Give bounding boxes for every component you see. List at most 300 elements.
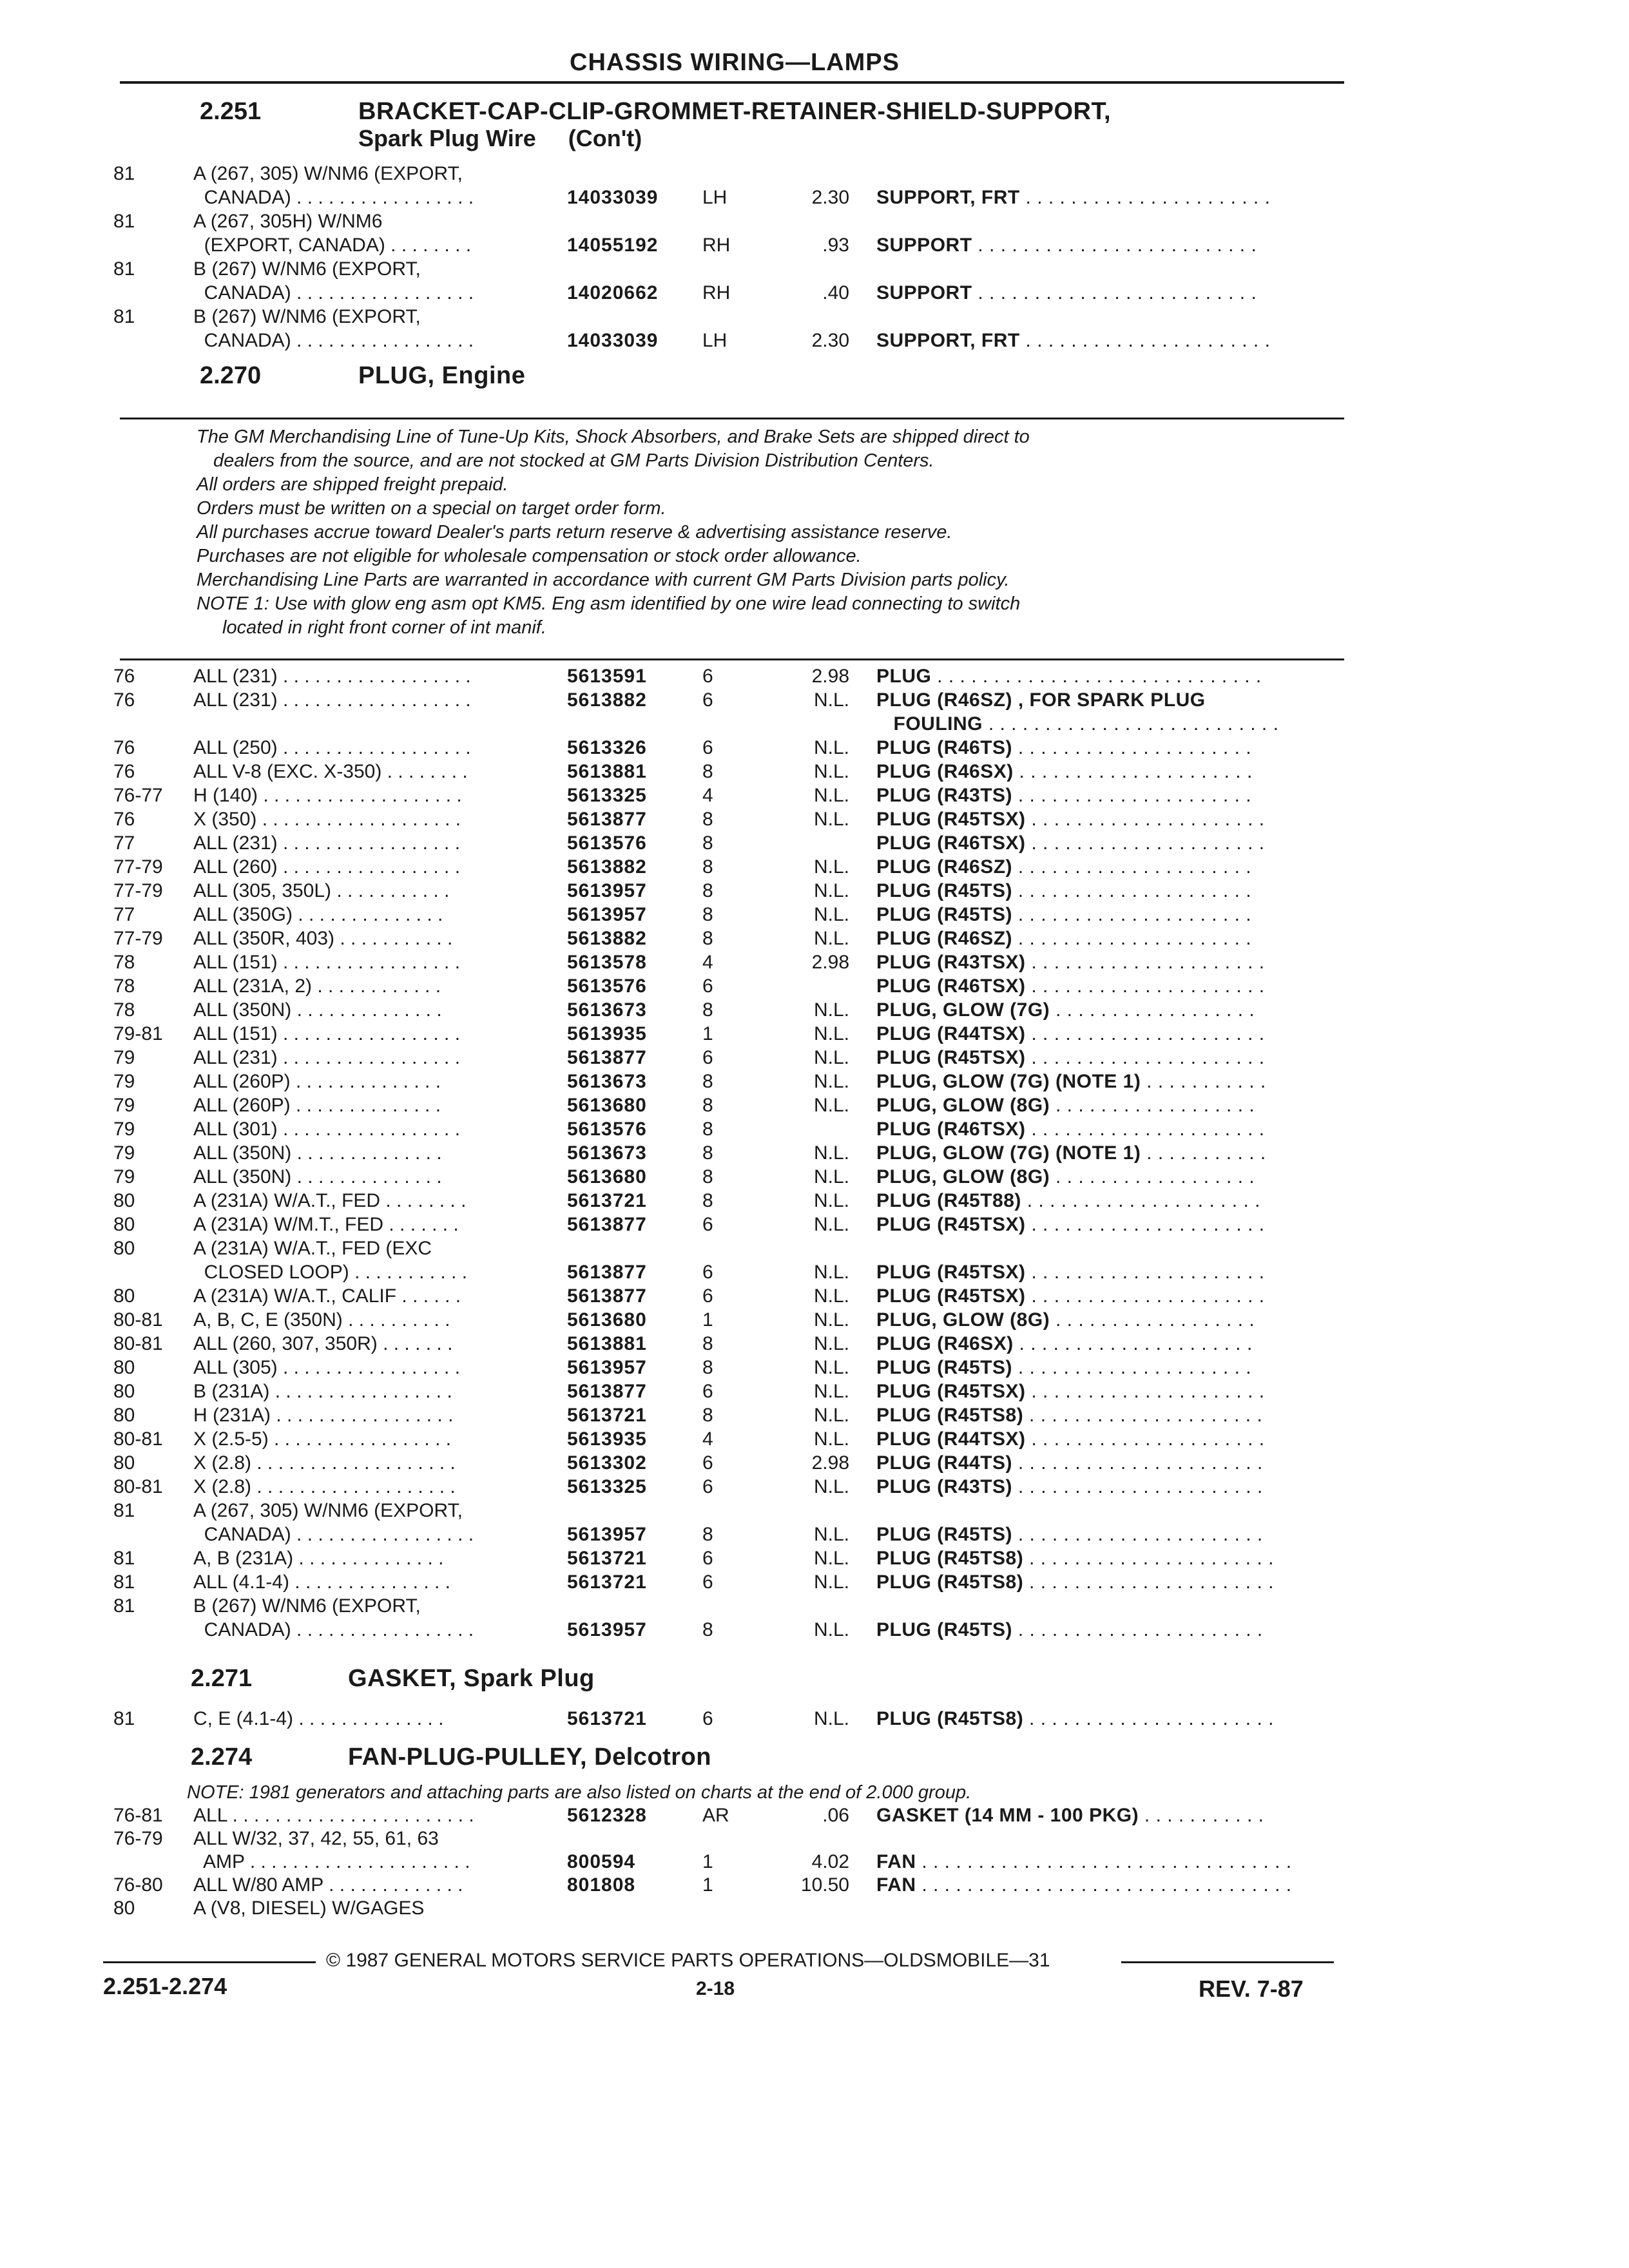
notes-top-rule [120,418,1344,419]
table-row [0,974,1629,999]
row-price: N.L. [813,856,849,878]
row-application: ALL (350G) . . . . . . . . . . . . . . [193,904,443,925]
row-description [876,1331,1253,1357]
row-year: 80-81 [113,1333,163,1354]
row-year: 81 [113,1708,135,1729]
table-row [0,1474,1629,1500]
row-description [876,1803,1264,1829]
table-row [0,1260,1629,1285]
row-description [876,280,1257,306]
row-part-number: 5612328 [567,1805,647,1826]
row-description-text: PLUG (R43TS) [876,785,1013,806]
row-leader-dots: . . . . . . . . . . . . . . . . . . . . . . [1019,330,1271,351]
row-application: ALL (260P) . . . . . . . . . . . . . . [193,1095,441,1116]
row-leader-dots: . . . . . . . . . . . . . . . . . . . . . [1021,1190,1260,1211]
row-description-text: FAN [876,1851,916,1872]
row-leader-dots: . . . . . . . . . . . [1141,1071,1266,1092]
row-leader-dots: . . . . . . . . . . . . . . . . . . [1050,999,1255,1021]
row-part-number: 5613325 [567,785,647,806]
row-description-text: GASKET (14 MM - 100 PKG) [876,1805,1139,1826]
row-application: ALL V-8 (EXC. X-350) . . . . . . . . [193,761,468,782]
row-part-number: 5613680 [567,1166,647,1187]
row-leader-dots: . . . . . . . . . . . . . . . . . . . . . [1012,785,1252,806]
row-year: 80-81 [113,1476,163,1497]
row-year: 80 [113,1357,135,1378]
row-part-number: 5613673 [567,1071,647,1092]
row-description-text: PLUG (R44TSX) [876,1428,1026,1450]
merchandising-notes [197,425,1369,640]
row-description [876,1706,1274,1732]
row-description-text: PLUG (R45TS8) [876,1405,1024,1426]
row-application: ALL (231A, 2) . . . . . . . . . . . . [193,975,441,997]
row-price: N.L. [813,1405,849,1426]
page-title: CHASSIS WIRING—LAMPS [570,49,900,76]
row-year: 80 [113,1238,135,1259]
row-description-text: PLUG (R44TS) [876,1452,1013,1474]
row-part-number: 5613877 [567,1262,647,1283]
row-application: X (2.8) . . . . . . . . . . . . . . . . . . . [193,1452,456,1474]
row-year: 79 [113,1142,135,1164]
table-row [0,1872,1629,1898]
row-description-text: PLUG, GLOW (8G) [876,1095,1050,1116]
row-part-number: 5613957 [567,1357,647,1378]
row-description-text: PLUG (R45TS) [876,1524,1013,1545]
row-year: 78 [113,952,135,973]
row-quantity: 6 [702,1214,713,1235]
row-application: X (2.8) . . . . . . . . . . . . . . . . . . . [193,1476,456,1497]
row-price: N.L. [813,1309,849,1331]
row-application: ALL (231) . . . . . . . . . . . . . . . . . . [193,689,471,711]
row-description-text: FAN [876,1874,916,1896]
row-quantity: 8 [702,904,713,925]
row-part-number: 5613680 [567,1095,647,1116]
row-part-number: 5613326 [567,737,647,758]
row-part-number: 14020662 [567,282,659,303]
section-title-2274: FAN-PLUG-PULLEY, Delcotron [348,1744,712,1771]
table-row [0,1379,1629,1405]
row-description-text: PLUG (R45TSX) [876,1381,1026,1402]
row-description-text: PLUG (R45TSX) [876,809,1026,830]
row-description-text: PLUG, GLOW (8G) [876,1166,1050,1187]
row-leader-dots: . . . . . . . . . . . [1139,1805,1264,1826]
row-price: .93 [822,235,849,256]
table-row [0,1140,1629,1166]
row-quantity: LH [702,187,728,208]
row-application: ALL (260P) . . . . . . . . . . . . . . [193,1071,441,1092]
row-leader-dots: . . . . . . . . . . . . . . . . . . . . . . . . . . [983,713,1279,735]
row-leader-dots: . . . . . . . . . . . . . . . . . . . . . [1025,1381,1265,1402]
row-price: 10.50 [800,1874,849,1896]
row-year: 76-81 [113,1805,163,1826]
table-row [0,328,1629,354]
row-quantity: 6 [702,1708,713,1729]
fan-note: NOTE: 1981 generators and attaching parts are also listed on charts at the end of 2.000 group. [187,1782,972,1803]
table-row [0,783,1629,809]
table-row [0,1021,1629,1047]
row-description-text: PLUG (R46SX) [876,1333,1014,1354]
row-leader-dots: . . . . . . . . . . . . . . . . . . . . . [1012,737,1252,758]
row-leader-dots: . . . . . . . . . . . . . . . . . . . . . [1025,1285,1265,1307]
row-description-text: PLUG (R46SX) [876,761,1014,782]
table-row [0,1236,1629,1262]
row-application: A, B, C, E (350N) . . . . . . . . . . [193,1309,450,1331]
table-row [0,1803,1629,1829]
row-leader-dots: . . . . . . . . . . . . . . . . . . . . . . . . . [972,282,1257,303]
row-description [876,1307,1255,1333]
row-description [876,1188,1260,1214]
footer-page-number: 2-18 [696,1978,735,1999]
row-leader-dots: . . . . . . . . . . . . . . . . . . . . . . . . . . . . . . . . . [916,1874,1292,1896]
row-description [876,1260,1265,1285]
row-application: ALL (305) . . . . . . . . . . . . . . . . . [193,1357,461,1378]
row-description-text: PLUG (R46TSX) [876,975,1026,997]
row-year: 78 [113,999,135,1021]
row-leader-dots: . . . . . . . . . . . . . . . . . . . . . [1025,1214,1265,1235]
row-part-number: 14055192 [567,235,659,256]
row-leader-dots: . . . . . . . . . . . . . . . . . . . . . [1025,809,1265,830]
row-leader-dots: . . . . . . . . . . . . . . . . . . . . . . [1012,1452,1263,1474]
table-row [0,1706,1629,1732]
row-application: ALL (305, 350L) . . . . . . . . . . . [193,880,450,901]
row-leader-dots: . . . . . . . . . . . . . . . . . . . . . [1025,1428,1265,1450]
row-description [876,807,1265,832]
row-application: ALL W/80 AMP . . . . . . . . . . . . . [193,1874,463,1896]
row-description [876,1849,1292,1875]
row-price: N.L. [813,1023,849,1044]
row-year: 76 [113,666,135,687]
note-line: The GM Merchandising Line of Tune-Up Kits, Shock Absorbers, and Brake Sets are shipped direct to [197,427,1030,447]
row-leader-dots: . . . . . . . . . . . . . . . . . . . . . . . . . [972,235,1257,256]
row-application: A (231A) W/A.T., FED (EXC [193,1238,432,1259]
row-description-text: PLUG, GLOW (7G) (NOTE 1) [876,1142,1141,1164]
row-leader-dots: . . . . . . . . . . . . . . . . . . . . . [1012,1357,1252,1378]
row-description-text: SUPPORT, FRT [876,187,1020,208]
row-year: 77 [113,832,135,854]
row-part-number: 5613957 [567,880,647,901]
table-row [0,1826,1629,1852]
row-leader-dots: . . . . . . . . . . . . . . . . . . . . . [1023,1405,1263,1426]
table-row [0,161,1629,187]
table-row [0,185,1629,211]
row-leader-dots: . . . . . . . . . . . . . . . . . . . . . [1025,952,1265,973]
row-price: N.L. [813,1190,849,1211]
row-part-number: 5613882 [567,928,647,949]
row-part-number: 5613576 [567,1119,647,1140]
row-application: ALL (151) . . . . . . . . . . . . . . . . . [193,1023,461,1044]
table-row [0,1164,1629,1190]
row-description-text: SUPPORT [876,282,972,303]
section-title-2251: BRACKET-CAP-CLIP-GROMMET-RETAINER-SHIELD-SUPPORT, [358,98,1112,125]
table-row [0,304,1629,330]
row-description-text: PLUG (R46SZ) [876,856,1013,878]
row-price: 2.98 [811,952,849,973]
row-leader-dots: . . . . . . . . . . . . . . . . . . . . . [1025,1047,1265,1068]
row-application: ALL (350N) . . . . . . . . . . . . . . [193,1142,442,1164]
row-year: 80 [113,1898,135,1919]
row-description [876,1283,1265,1309]
row-description-text: PLUG (R45TSX) [876,1214,1026,1235]
row-description [876,1021,1265,1047]
row-description-text: PLUG (R45TS8) [876,1708,1024,1729]
row-year: 79 [113,1095,135,1116]
row-quantity: 8 [702,880,713,901]
row-application: ALL (4.1-4) . . . . . . . . . . . . . . . [193,1571,451,1593]
row-quantity: 6 [702,1476,713,1497]
row-description [876,1474,1263,1500]
row-application: ALL (231) . . . . . . . . . . . . . . . . . [193,832,461,854]
row-part-number: 5613935 [567,1428,647,1450]
table-row [0,1450,1629,1476]
row-description [876,1403,1262,1428]
row-year: 81 [113,258,135,280]
row-application: ALL (260, 307, 350R) . . . . . . . [193,1333,453,1354]
row-year: 77-79 [113,856,163,878]
row-application: CANADA) . . . . . . . . . . . . . . . . . [193,1524,474,1545]
row-price: N.L. [813,1071,849,1092]
row-price: N.L. [813,999,849,1021]
row-application: A (231A) W/A.T., FED . . . . . . . . [193,1190,467,1211]
table-row [0,1403,1629,1428]
row-part-number: 5613591 [567,666,647,687]
row-application: A (231A) W/M.T., FED . . . . . . . [193,1214,459,1235]
row-price: .40 [822,282,849,303]
row-description [876,735,1251,761]
row-quantity: 6 [702,1571,713,1593]
row-description-text: PLUG (R45TS8) [876,1548,1024,1569]
row-quantity: 6 [702,689,713,711]
row-leader-dots: . . . . . . . . . . . . . . . . . . . . . [1025,1023,1265,1044]
row-application: (EXPORT, CANADA) . . . . . . . . [193,235,472,256]
header-rule [120,81,1344,84]
row-leader-dots: . . . . . . . . . . . . . . . . . . . . . . . . . . . . . . . . . [916,1851,1292,1872]
row-part-number: 5613882 [567,689,647,711]
row-year: 76-77 [113,785,163,806]
row-quantity: RH [702,282,731,303]
section-number-2274: 2.274 [191,1744,253,1771]
row-quantity: 8 [702,1190,713,1211]
row-quantity: 8 [702,1095,713,1116]
table-row [0,1849,1629,1875]
row-description-text: PLUG (R45TS) [876,1357,1013,1378]
row-part-number: 5613935 [567,1023,647,1044]
row-part-number: 5613721 [567,1708,647,1729]
row-price: N.L. [813,1548,849,1569]
table-row [0,1617,1629,1643]
row-year: 79 [113,1119,135,1140]
row-part-number: 14033039 [567,187,659,208]
row-quantity: 8 [702,1405,713,1426]
row-quantity: LH [702,330,728,351]
row-year: 80 [113,1452,135,1474]
row-application: A (V8, DIESEL) W/GAGES [193,1898,425,1919]
row-application: B (231A) . . . . . . . . . . . . . . . . . [193,1381,452,1402]
row-quantity: 6 [702,1262,713,1283]
row-application: A (267, 305) W/NM6 (EXPORT, [193,163,463,184]
row-description [876,1427,1265,1452]
row-price: N.L. [813,1357,849,1378]
table-row [0,1522,1629,1548]
table-row [0,1570,1629,1595]
row-quantity: 8 [702,1071,713,1092]
section-title-2270: PLUG, Engine [358,362,526,389]
table-row [0,926,1629,952]
row-leader-dots: . . . . . . . . . . . . . . . . . . . . . . [1012,1524,1263,1545]
row-part-number: 5613882 [567,856,647,878]
row-leader-dots: . . . . . . . . . . . . . . . . . . . . . . [1023,1548,1274,1569]
row-price: N.L. [813,1333,849,1354]
row-description-text: PLUG (R46TSX) [876,832,1026,854]
row-description-text: PLUG (R45TS) [876,880,1013,901]
note-line: Orders must be written on a special on target order form. [197,498,666,519]
row-year: 77 [113,904,135,925]
row-part-number: 5613576 [567,832,647,854]
row-application: H (140) . . . . . . . . . . . . . . . . . . . [193,785,462,806]
row-part-number: 5613721 [567,1190,647,1211]
row-year: 80 [113,1285,135,1307]
row-description-text: PLUG (R44TSX) [876,1023,1026,1044]
row-description [876,711,1278,737]
footer-range: 2.251-2.274 [103,1973,227,1999]
row-application: ALL (301) . . . . . . . . . . . . . . . . . [193,1119,461,1140]
table-row [0,1355,1629,1381]
row-description [876,687,1206,713]
row-price: N.L. [813,1381,849,1402]
row-quantity: 8 [702,1357,713,1378]
note-line: Merchandising Line Parts are warranted in accordance with current GM Parts Division parts policy. [197,570,1010,590]
row-part-number: 5613721 [567,1405,647,1426]
row-quantity: 8 [702,832,713,854]
row-description [876,950,1265,975]
row-quantity: 1 [702,1851,713,1872]
row-leader-dots: . . . . . . . . . . . . . . . . . . . . . . [1012,1476,1263,1497]
row-description-text: FOULING [876,713,983,735]
row-year: 80 [113,1214,135,1235]
row-quantity: 8 [702,1119,713,1140]
footer-rule-right [1121,1961,1334,1963]
row-price: N.L. [813,904,849,925]
row-description [876,1164,1255,1190]
row-description [876,997,1255,1023]
table-row [0,1188,1629,1214]
row-quantity: 6 [702,975,713,997]
table-row [0,1896,1629,1921]
row-application: ALL (350N) . . . . . . . . . . . . . . [193,999,442,1021]
row-year: 81 [113,1571,135,1593]
section-number-2270: 2.270 [200,362,262,389]
row-year: 76 [113,761,135,782]
row-application: B (267) W/NM6 (EXPORT, [193,306,421,327]
footer-rule-left [103,1961,316,1963]
row-application: ALL (350N) . . . . . . . . . . . . . . [193,1166,442,1187]
note-line: dealers from the source, and are not stocked at GM Parts Division Distribution Centers. [213,450,934,471]
row-quantity: 6 [702,1285,713,1307]
table-row [0,1093,1629,1119]
row-year: 77-79 [113,928,163,949]
row-price: N.L. [813,785,849,806]
row-leader-dots: . . . . . . . . . . . . . . . . . . . . . [1013,761,1253,782]
table-row [0,711,1629,737]
row-quantity: 8 [702,1333,713,1354]
row-description-text: PLUG (R46SZ) [876,928,1013,949]
row-price: N.L. [813,1619,849,1640]
row-part-number: 5613881 [567,1333,647,1354]
row-quantity: 6 [702,737,713,758]
row-application: ALL (250) . . . . . . . . . . . . . . . . . . [193,737,471,758]
note-line: All purchases accrue toward Dealer's parts return reserve & advertising assistance reserve. [197,522,952,543]
row-application: A (231A) W/A.T., CALIF . . . . . . [193,1285,461,1307]
notes-bottom-rule [120,658,1344,660]
row-description-text: PLUG [876,666,932,687]
table-row [0,735,1629,761]
row-price: N.L. [813,1214,849,1235]
row-quantity: 8 [702,1619,713,1640]
row-quantity: 8 [702,999,713,1021]
row-part-number: 5613877 [567,809,647,830]
row-year: 80 [113,1405,135,1426]
table-row [0,831,1629,856]
row-application: B (267) W/NM6 (EXPORT, [193,1595,421,1617]
row-description [876,1117,1265,1142]
row-description-text: PLUG (R46TS) [876,737,1013,758]
row-part-number: 801808 [567,1874,636,1896]
row-quantity: 1 [702,1874,713,1896]
row-leader-dots: . . . . . . . . . . . . . . . . . . [1050,1309,1255,1331]
table-row [0,854,1629,880]
row-quantity: 6 [702,1047,713,1068]
row-description [876,1617,1263,1643]
row-year: 79 [113,1071,135,1092]
row-leader-dots: . . . . . . . . . . . . . . . . . . . . . [1012,880,1252,901]
row-application: ALL . . . . . . . . . . . . . . . . . . . . . . . [193,1805,474,1826]
row-description-text: PLUG, GLOW (8G) [876,1309,1050,1331]
row-leader-dots: . . . . . . . . . . . . . . . . . . . . . [1025,1262,1265,1283]
row-description-text: PLUG (R46TSX) [876,1119,1026,1140]
row-quantity: 6 [702,1452,713,1474]
row-year: 80 [113,1190,135,1211]
row-leader-dots: . . . . . . . . . . . . . . . . . . . . . . [1019,187,1271,208]
note-line: Purchases are not eligible for wholesale compensation or stock order allowance. [197,546,862,566]
row-price: N.L. [813,1524,849,1545]
row-year: 76 [113,689,135,711]
row-quantity: 6 [702,1381,713,1402]
row-description [876,1546,1274,1571]
row-quantity: 4 [702,1428,713,1450]
row-description-text: PLUG, GLOW (7G) [876,999,1050,1021]
row-leader-dots: . . . . . . . . . . . . . . . . . . . . . [1025,975,1265,997]
table-row [0,759,1629,785]
table-row [0,997,1629,1023]
row-quantity: 8 [702,1524,713,1545]
row-price: N.L. [813,1166,849,1187]
row-description-text: PLUG (R45T88) [876,1190,1021,1211]
row-price: .06 [822,1805,849,1826]
row-description [876,1069,1266,1095]
row-description [876,1379,1265,1405]
row-price: 2.98 [811,666,849,687]
row-part-number: 5613957 [567,904,647,925]
row-leader-dots: . . . . . . . . . . . . . . . . . . . . . . [1023,1571,1274,1593]
row-part-number: 14033039 [567,330,659,351]
row-year: 76-79 [113,1828,163,1849]
row-price: N.L. [813,1476,849,1497]
section-number-2271: 2.271 [191,1665,253,1692]
row-description-text: PLUG, GLOW (7G) (NOTE 1) [876,1071,1141,1092]
row-quantity: 6 [702,1548,713,1569]
row-description [876,1355,1251,1381]
row-application: CANADA) . . . . . . . . . . . . . . . . . [193,1619,474,1640]
row-description [876,831,1265,856]
row-application: CANADA) . . . . . . . . . . . . . . . . . [193,282,474,303]
